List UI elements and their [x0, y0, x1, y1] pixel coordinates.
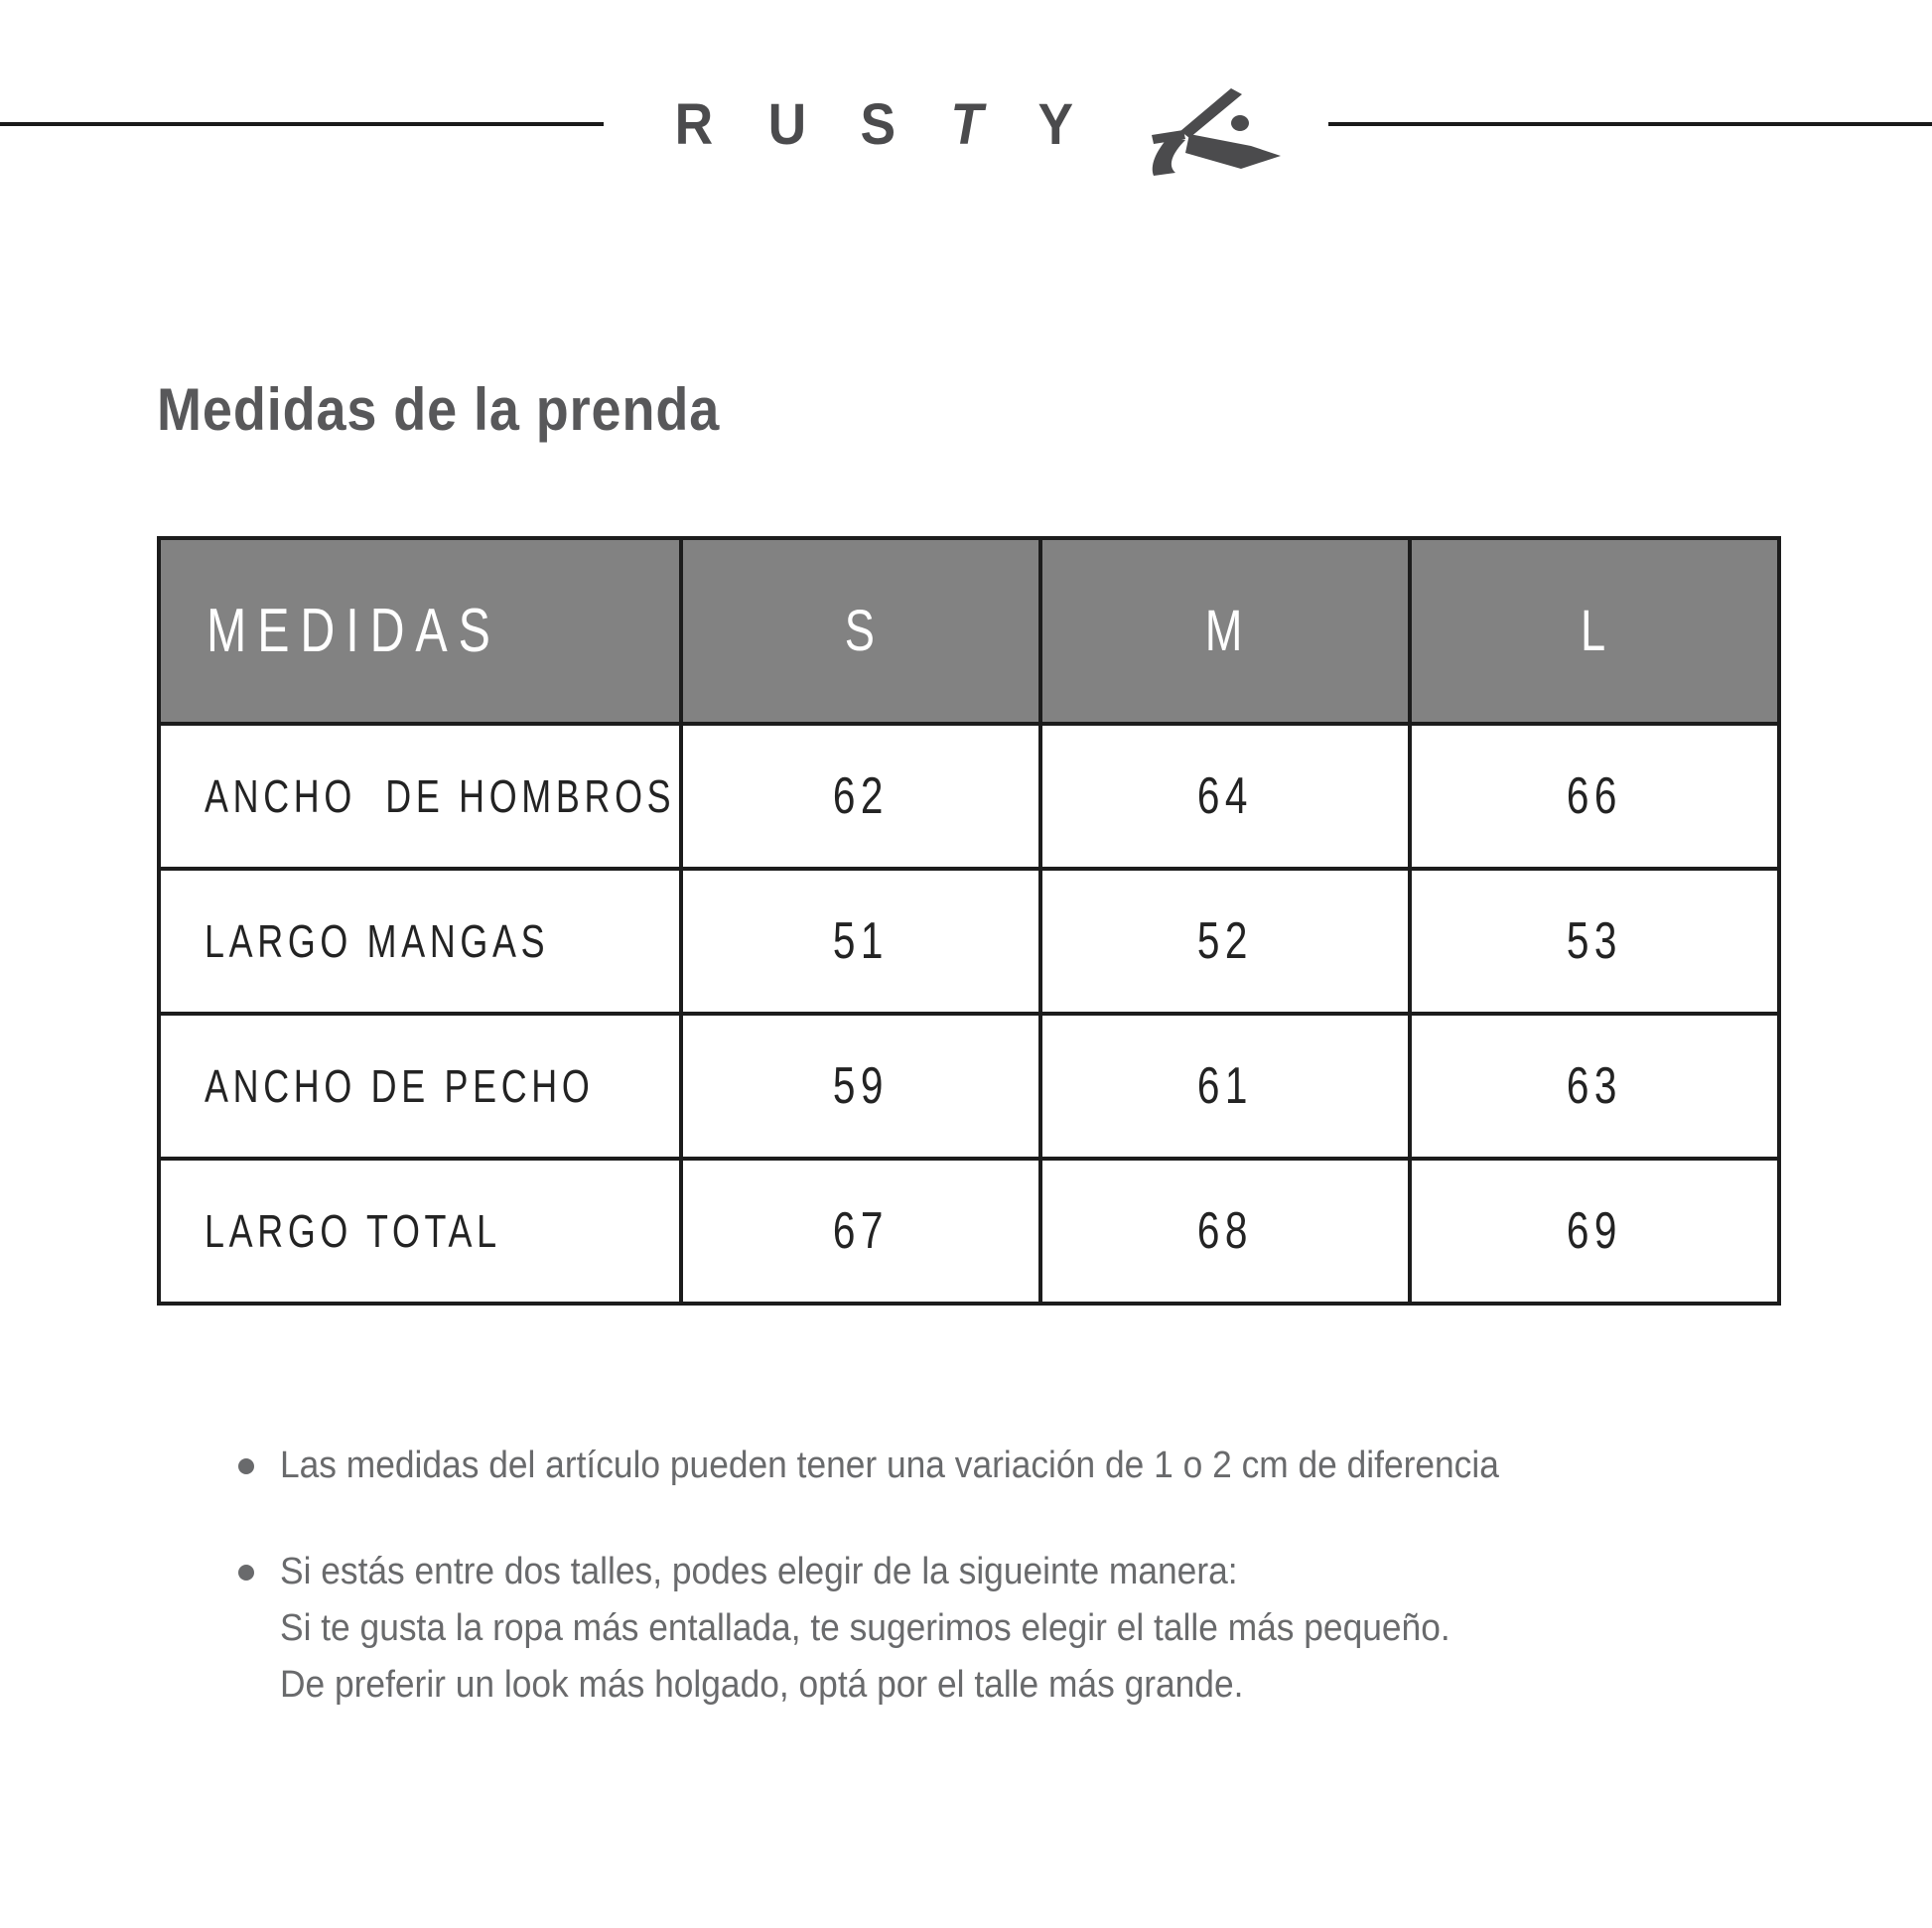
column-header-medidas-label: MEDIDAS [207, 597, 501, 665]
cell-value-text: 64 [1196, 767, 1254, 825]
cell-value-text: 52 [1196, 912, 1254, 970]
row-label [159, 1014, 681, 1159]
wordmark-letter-r: R [674, 91, 713, 157]
note-line: Si te gusta la ropa más entallada, te sugerimos elegir el talle más pequeño. [280, 1607, 1450, 1649]
row-label-text: LARGO MANGAS [205, 915, 550, 967]
row-label [159, 724, 681, 869]
rusty-wordmark [647, 91, 1101, 158]
cell-value-text: 53 [1566, 912, 1623, 970]
cell-value-m [1040, 1159, 1410, 1304]
note-between-sizes [238, 1544, 1787, 1714]
cell-value-text: 59 [832, 1057, 890, 1115]
size-table [157, 536, 1781, 1306]
cell-value-m [1040, 869, 1410, 1014]
cell-value-s [681, 1159, 1040, 1304]
column-header-s-label: S [844, 599, 878, 663]
row-label-text: LARGO TOTAL [205, 1205, 501, 1257]
column-header-s [681, 538, 1040, 724]
table-row-largo-total [159, 1159, 1779, 1304]
cell-value-text: 66 [1566, 767, 1623, 825]
cell-value-s [681, 724, 1040, 869]
row-label-text: ANCHO DE PECHO [205, 1060, 595, 1112]
brand-band [0, 0, 1932, 248]
right-rule-line [1328, 122, 1932, 126]
row-label [159, 869, 681, 1014]
cell-value-text: 68 [1196, 1202, 1254, 1260]
note-text [280, 1544, 1787, 1714]
cell-value-s [681, 1014, 1040, 1159]
wordmark-letter-y: Y [1037, 91, 1073, 157]
cell-value-text: 61 [1196, 1057, 1254, 1115]
cell-value-m [1040, 1014, 1410, 1159]
column-header-medidas [159, 538, 681, 724]
notes-section [238, 1438, 1787, 1714]
row-label [159, 1159, 681, 1304]
cell-value-l [1410, 1159, 1779, 1304]
column-header-l-label: L [1580, 599, 1609, 663]
left-rule-line [0, 122, 604, 126]
table-row-ancho-de-pecho [159, 1014, 1779, 1159]
wordmark-letter-t: T [950, 91, 984, 157]
column-header-l [1410, 538, 1779, 724]
size-table-header-row [159, 538, 1779, 724]
wordmark-letter-s: S [861, 91, 897, 157]
column-header-m-label: M [1204, 599, 1246, 663]
bullet-icon [238, 1565, 254, 1581]
cell-value-s [681, 869, 1040, 1014]
wordmark-letter-u: U [767, 91, 806, 157]
cell-value-text: 51 [832, 912, 890, 970]
cell-value-text: 67 [832, 1202, 890, 1260]
rusty-r-logo-icon [1140, 76, 1289, 201]
cell-value-text: 62 [832, 767, 890, 825]
page-title: Medidas de la prenda [157, 376, 721, 443]
cell-value-l [1410, 869, 1779, 1014]
table-row-largo-mangas [159, 869, 1779, 1014]
bullet-icon [238, 1458, 254, 1474]
table-row-ancho-de-hombros [159, 724, 1779, 869]
column-header-m [1040, 538, 1410, 724]
note-line: Si estás entre dos talles, podes elegir de la sigueinte manera: [280, 1551, 1238, 1592]
note-line: Las medidas del artículo pueden tener una variación de 1 o 2 cm de diferencia [280, 1445, 1499, 1486]
note-variation [238, 1438, 1787, 1494]
cell-value-l [1410, 724, 1779, 869]
note-line: De preferir un look más holgado, optá por el talle más grande. [280, 1664, 1244, 1706]
note-text [280, 1438, 1787, 1494]
cell-value-text: 63 [1566, 1057, 1623, 1115]
cell-value-m [1040, 724, 1410, 869]
row-label-text: ANCHO DE HOMBROS [205, 770, 676, 822]
cell-value-text: 69 [1566, 1202, 1623, 1260]
cell-value-l [1410, 1014, 1779, 1159]
